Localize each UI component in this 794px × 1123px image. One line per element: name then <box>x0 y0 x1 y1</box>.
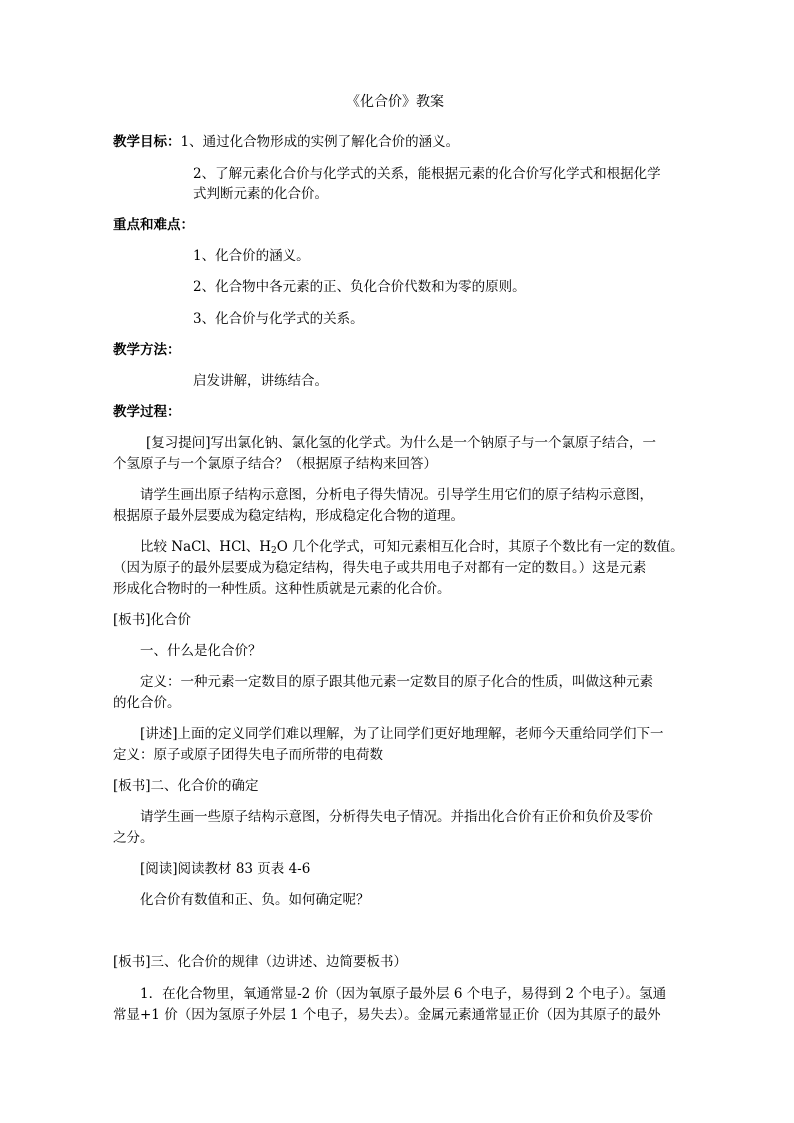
key-2: 2、化合物中各元素的正、负化合价代数和为零的原则。 <box>193 279 526 295</box>
p3-line-a <box>140 538 684 560</box>
goal-2-line-b: 式判断元素的化合价。 <box>193 186 328 202</box>
key-label: 重点和难点： <box>113 217 194 233</box>
method-text: 启发讲解，讲练结合。 <box>193 373 328 389</box>
method-label: 教学方法： <box>113 342 181 358</box>
goal-1: 1、通过化合物形成的实例了解化合价的涵义。 <box>180 134 460 150</box>
p3-line-b: （因为原子的最外层要成为稳定结构，得失电子或共用电子对都有一定的数目。）这是元素 <box>113 560 647 576</box>
rule-1-line-a: 1．在化合物里，氧通常显-2 价（因为氧原子最外层 6 个电子，易得到 2 个电子）。氢通 <box>140 986 667 1002</box>
p4-line-a: 请学生画一些原子结构示意图，分析得失电子情况。并指出化合价有正价和负价及零价 <box>140 809 653 825</box>
definition-line-b: 的化合价。 <box>113 695 181 711</box>
p3-a-pre: 比较 NaCl、HCl、H <box>140 539 271 555</box>
p3-a-subscript: 2 <box>271 546 277 556</box>
p3-line-c: 形成化合物时的一种性质。这种性质就是元素的化合价。 <box>113 581 451 597</box>
goals-line-1 <box>113 133 459 151</box>
key-3: 3、化合价与化学式的关系。 <box>193 311 364 327</box>
board-3: [板书]三、化合价的规律（边讲述、边简要板书） <box>113 954 408 970</box>
definition-line-a: 定义：一种元素一定数目的原子跟其他元素一定数目的原子化合的性质，叫做这种元素 <box>140 674 653 690</box>
p2-line-b: 根据原子最外层要成为稳定结构，形成稳定化合物的道理。 <box>113 508 464 524</box>
process-label: 教学过程： <box>113 404 181 420</box>
document-title: 《化合价》教案 <box>346 94 444 110</box>
review-question-line-a: [复习提问]写出氯化钠、氯化氢的化学式。为什么是一个钠原子与一个氯原子结合，一 <box>146 435 657 451</box>
p4-line-b: 之分。 <box>113 830 154 846</box>
rule-1-line-b: 常显+1 价（因为氢原子外层 1 个电子，易失去）。金属元素通常显正价（因为其原子的最外 <box>113 1007 661 1023</box>
board-2: [板书]二、化合价的确定 <box>113 778 259 794</box>
p3-a-post: O 几个化学式，可知元素相互化合时，其原子个数比有一定的数值。 <box>276 539 684 555</box>
lecture-line-b: 定义：原子或原子团得失电子而所带的电荷数 <box>113 747 383 763</box>
p2-line-a: 请学生画出原子结构示意图，分析电子得失情况。引导学生用它们的原子结构示意图， <box>140 487 653 503</box>
review-question-line-b: 个氢原子与一个氯原子结合？（根据原子结构来回答） <box>113 456 437 472</box>
board-1: [板书]化合价 <box>113 612 192 628</box>
question-line: 化合价有数值和正、负。如何确定呢？ <box>140 892 370 908</box>
goals-label: 教学目标： <box>113 134 181 150</box>
goal-2-line-a: 2、了解元素化合价与化学式的关系，能根据元素的化合价写化学式和根据化学 <box>193 166 661 182</box>
key-1: 1、化合价的涵义。 <box>193 248 310 264</box>
lecture-line-a: [讲述]上面的定义同学们难以理解，为了让同学们更好地理解，老师今天重给同学们下一 <box>140 726 664 742</box>
section-1: 一、什么是化合价？ <box>140 643 262 659</box>
reading-line: [阅读]阅读教材 83 页表 4-6 <box>140 861 311 877</box>
